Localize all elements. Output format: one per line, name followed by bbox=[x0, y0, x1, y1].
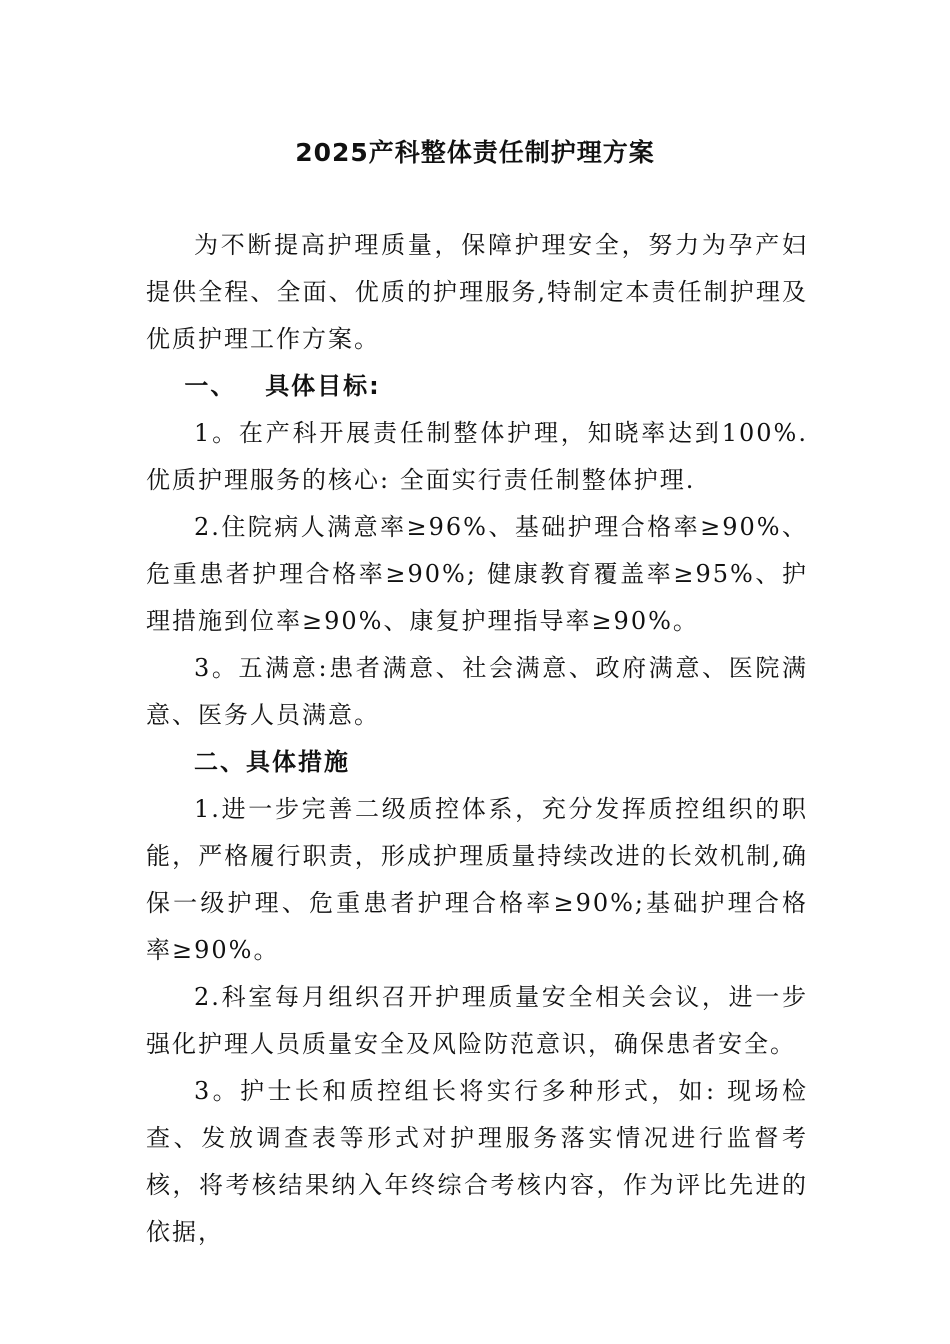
section-1-heading bbox=[146, 363, 808, 410]
measure-item-1: 1.进一步完善二级质控体系，充分发挥质控组织的职能，严格履行职责，形成护理质量持续改进的长效机制,确保一级护理、危重患者护理合格率≥90%;基础护理合格率≥90%。 bbox=[146, 795, 808, 964]
intro-paragraph: 为不断提高护理质量，保障护理安全，努力为孕产妇提供全程、全面、优质的护理服务,特制定本责任制护理及优质护理工作方案。 bbox=[146, 231, 808, 353]
goal-item-2: 2.住院病人满意率≥96%、基础护理合格率≥90%、危重患者护理合格率≥90%; 健康教育覆盖率≥95%、护理措施到位率≥90%、康复护理指导率≥90%。 bbox=[146, 513, 808, 635]
measure-item-3: 3。护士长和质控组长将实行多种形式，如: 现场检查、发放调查表等形式对护理服务落实情况进行监督考核，将考核结果纳入年终综合考核内容，作为评比先进的依据， bbox=[146, 1077, 808, 1246]
section-1-title: 具体目标: bbox=[265, 372, 381, 400]
measure-item-2: 2.科室每月组织召开护理质量安全相关会议，进一步强化护理人员质量安全及风险防范意识，确保患者安全。 bbox=[146, 983, 808, 1058]
goal-item-1: 1。在产科开展责任制整体护理，知晓率达到100%.优质护理服务的核心: 全面实行责任制整体护理. bbox=[146, 419, 808, 494]
section-2-heading: 二、具体措施 bbox=[194, 748, 350, 776]
section-1-number: 一、 bbox=[184, 372, 237, 400]
goal-item-3: 3。五满意:患者满意、社会满意、政府满意、医院满意、医务人员满意。 bbox=[146, 654, 808, 729]
document-body bbox=[146, 222, 808, 1256]
document-title: 2025产科整体责任制护理方案 bbox=[295, 138, 655, 167]
